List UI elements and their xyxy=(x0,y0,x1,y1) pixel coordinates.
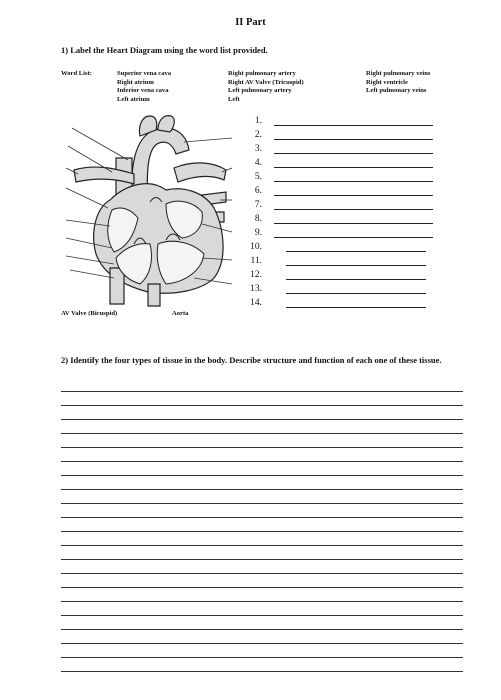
answer-line[interactable] xyxy=(274,153,433,154)
writing-line[interactable] xyxy=(61,643,463,644)
answer-line[interactable] xyxy=(286,307,426,308)
word-item: Inferior vena cava xyxy=(117,87,169,95)
word-item: Left atrium xyxy=(117,95,150,103)
writing-line[interactable] xyxy=(61,405,463,406)
writing-line[interactable] xyxy=(61,587,463,588)
writing-line[interactable] xyxy=(61,517,463,518)
word-item: Right ventricle xyxy=(366,78,408,86)
writing-line[interactable] xyxy=(61,447,463,448)
word-list-label: Word List: xyxy=(61,70,92,77)
label-number: 4. xyxy=(254,158,262,168)
label-number: 14. xyxy=(250,298,262,308)
writing-line[interactable] xyxy=(61,419,463,420)
writing-line[interactable] xyxy=(61,601,463,602)
word-item: Right pulmonary veins xyxy=(366,70,431,77)
writing-line[interactable] xyxy=(61,531,463,532)
label-number: 10. xyxy=(250,242,262,252)
extra-word-aorta: Aorta xyxy=(172,310,189,317)
answer-line[interactable] xyxy=(274,167,433,168)
word-item: Left pulmonary veins xyxy=(366,87,427,95)
label-number: 7. xyxy=(254,200,262,210)
word-item: Left xyxy=(228,95,240,103)
writing-line[interactable] xyxy=(61,475,463,476)
writing-line[interactable] xyxy=(61,489,463,490)
writing-line[interactable] xyxy=(61,573,463,574)
label-number: 11. xyxy=(250,256,262,266)
answer-line[interactable] xyxy=(286,265,426,266)
label-number: 5. xyxy=(254,172,262,182)
label-number: 2. xyxy=(254,130,262,140)
label-number: 12. xyxy=(250,270,262,280)
answer-line[interactable] xyxy=(286,251,426,252)
label-number: 8. xyxy=(254,214,262,224)
extra-word-av-valve: AV Valve (Bicuspid) xyxy=(61,310,118,317)
writing-line[interactable] xyxy=(61,391,463,392)
answer-line[interactable] xyxy=(274,125,433,126)
writing-line[interactable] xyxy=(61,545,463,546)
page-title: II Part xyxy=(235,17,266,28)
word-list-column-3 xyxy=(366,70,430,96)
answer-line[interactable] xyxy=(274,195,433,196)
label-number: 1. xyxy=(254,116,262,126)
word-item: Right pulmonary artery xyxy=(228,70,296,77)
heart-diagram xyxy=(54,108,244,308)
answer-line[interactable] xyxy=(274,139,433,140)
label-number: 3. xyxy=(254,144,262,154)
word-item: Superior vena cava xyxy=(117,70,172,77)
answer-line[interactable] xyxy=(274,223,433,224)
word-item: Right atrium xyxy=(117,78,154,86)
writing-line[interactable] xyxy=(61,629,463,630)
writing-line[interactable] xyxy=(61,433,463,434)
question-2: 2) Identify the four types of tissue in the body. Describe structure and function of each one of these tissue. xyxy=(61,355,442,365)
writing-line[interactable] xyxy=(61,657,463,658)
label-number: 13. xyxy=(250,284,262,294)
word-item: Left pulmonary artery xyxy=(228,87,292,95)
answer-line[interactable] xyxy=(286,279,426,280)
writing-line[interactable] xyxy=(61,671,463,672)
answer-line[interactable] xyxy=(286,293,426,294)
word-item: Right AV Valve (Tricuspid) xyxy=(228,78,304,86)
writing-line[interactable] xyxy=(61,461,463,462)
writing-line[interactable] xyxy=(61,559,463,560)
question-1: 1) Label the Heart Diagram using the word list provided. xyxy=(61,45,268,55)
label-number: 9. xyxy=(254,228,262,238)
writing-line[interactable] xyxy=(61,615,463,616)
word-list-column-2 xyxy=(228,70,304,104)
answer-line[interactable] xyxy=(274,181,433,182)
answer-line[interactable] xyxy=(274,209,433,210)
word-list-column-1 xyxy=(117,70,171,104)
answer-line[interactable] xyxy=(274,237,433,238)
label-number: 6. xyxy=(254,186,262,196)
writing-line[interactable] xyxy=(61,503,463,504)
